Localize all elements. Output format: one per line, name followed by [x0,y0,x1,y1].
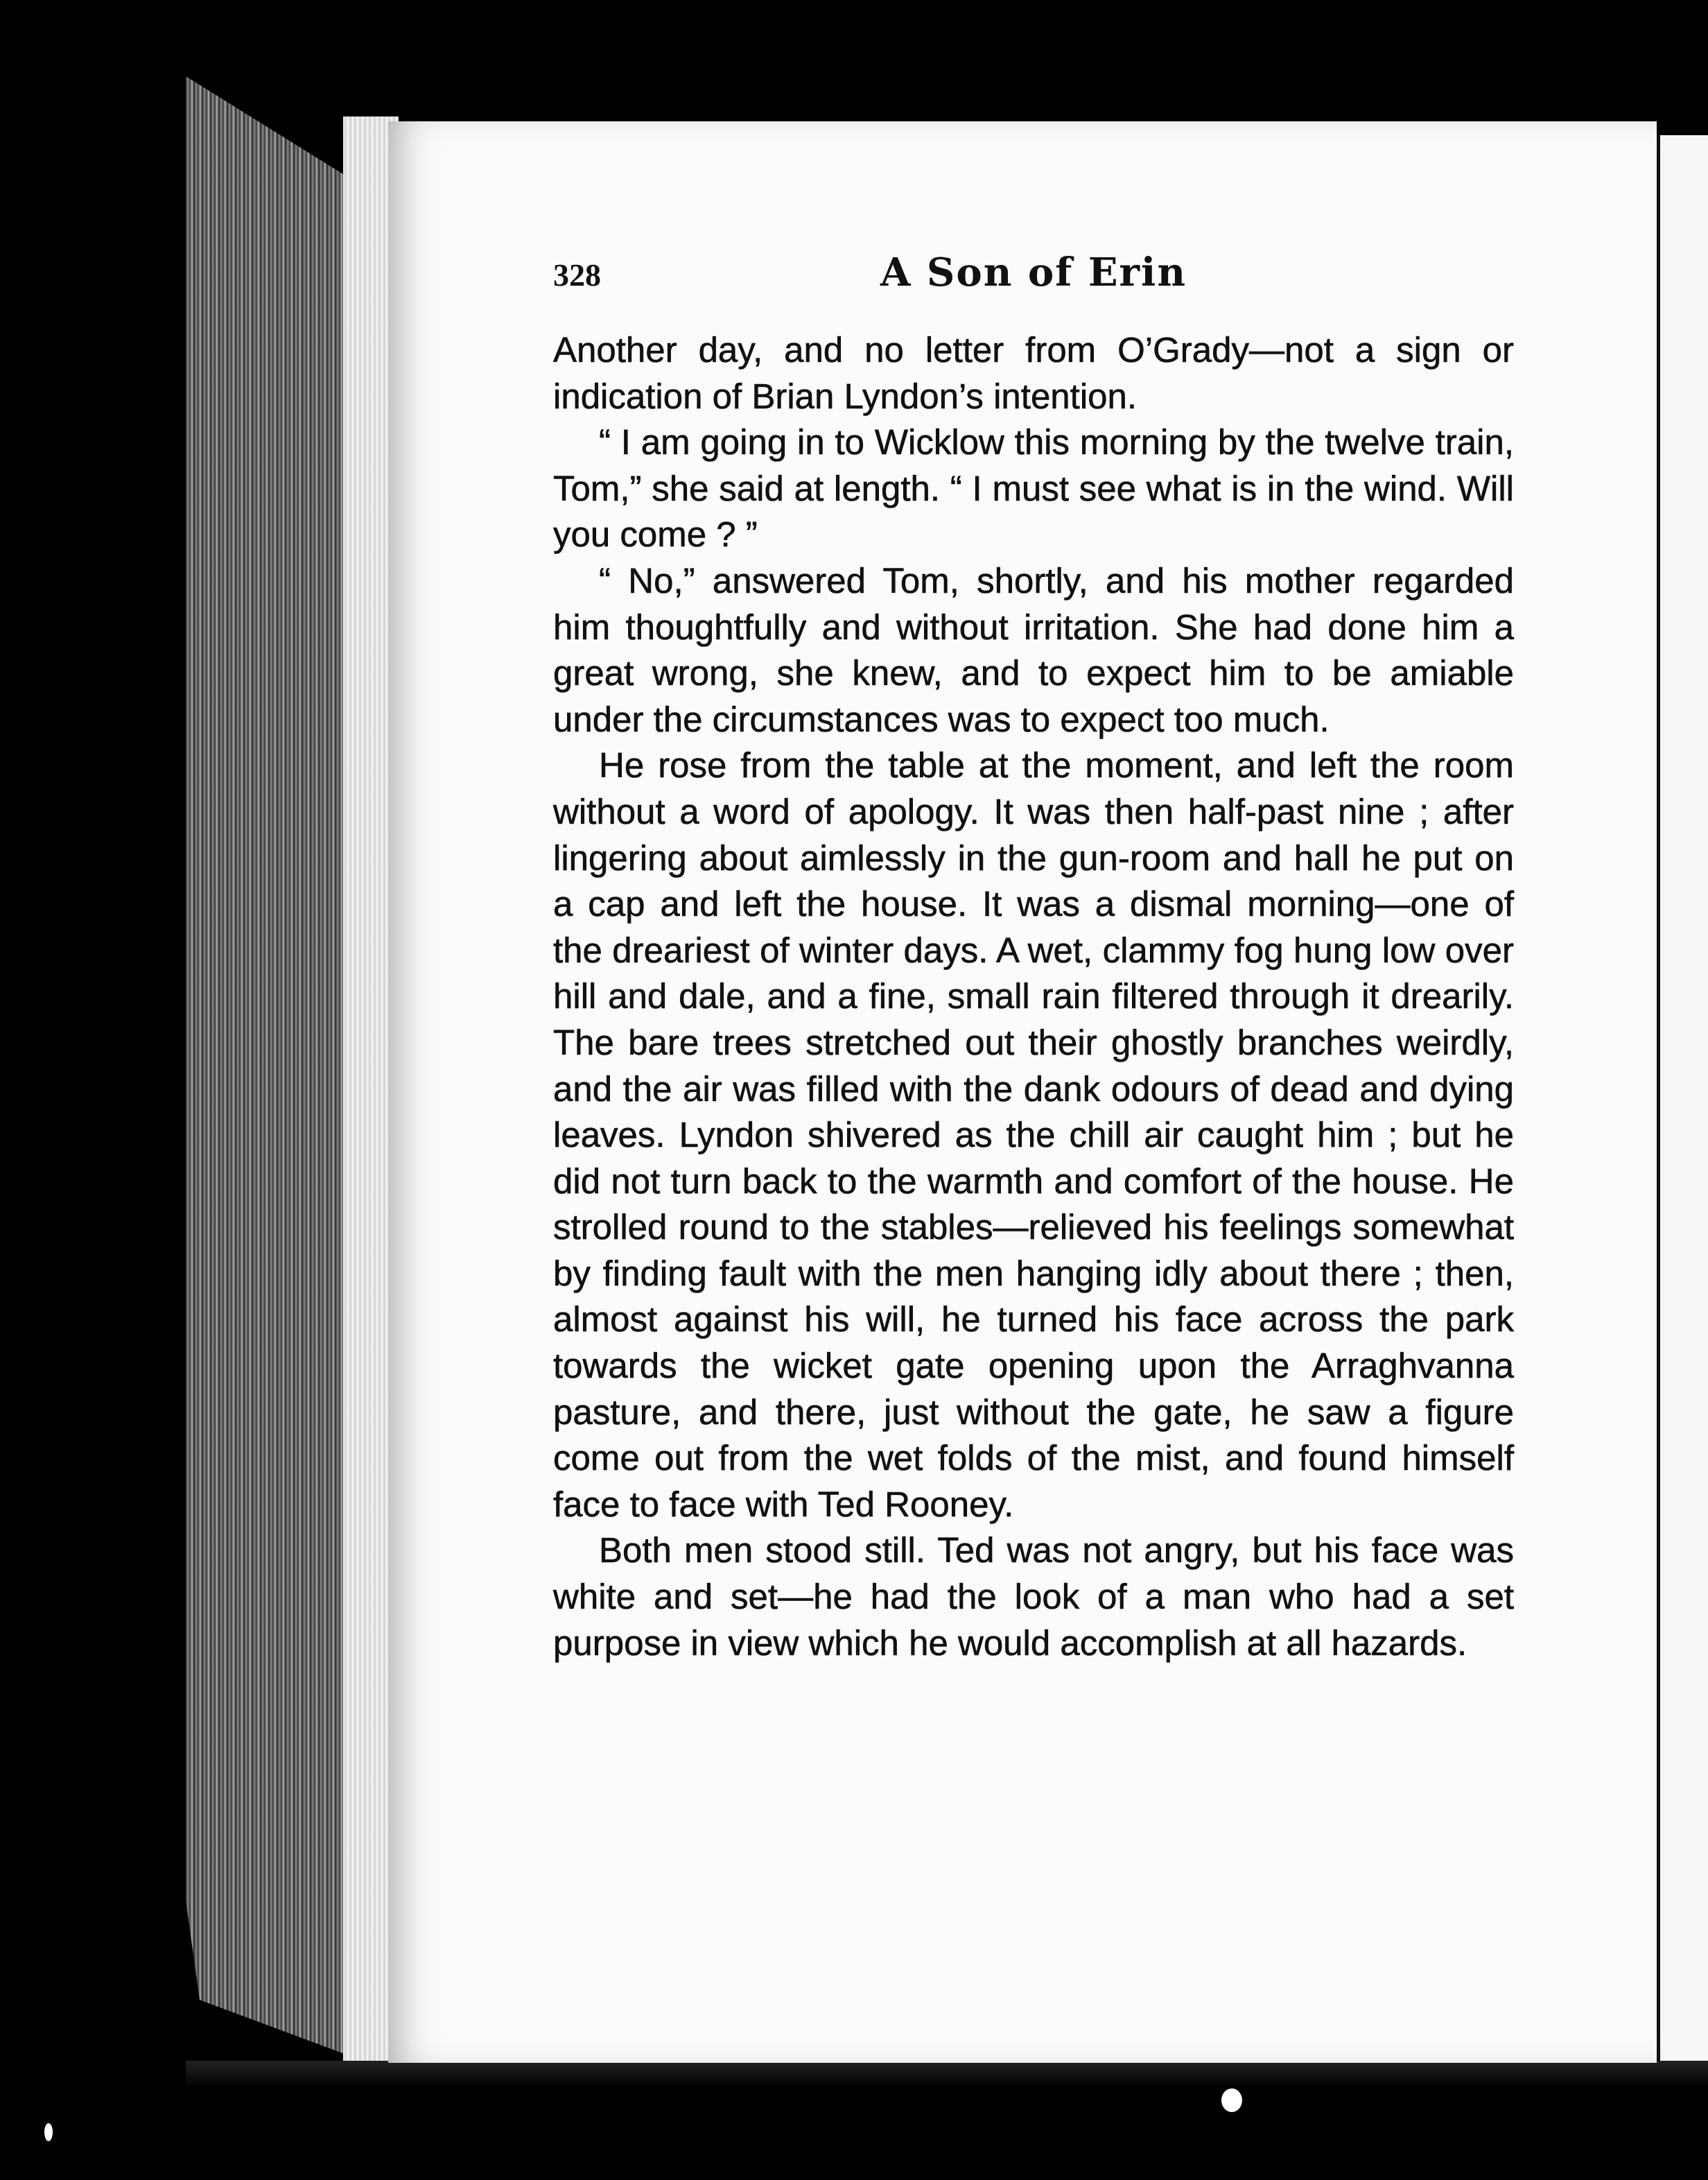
scan-speck [1221,2088,1242,2112]
book-fore-edge [186,76,359,2059]
paragraph: Both men stood still. Ted was not angry, but his face was white and set—he had the look of a man who had a set purpose in view which he would accomplish at all hazards. [553,1530,1514,1663]
paragraph: “ No,” answered Tom, shortly, and his mother regarded him thoughtfully and without irritation. She had done him a great wrong, she knew, and to expect him to be amiable under the circumstances was to expect too much. [553,560,1514,739]
page-number: 328 [553,257,601,293]
scan-speck [44,2123,53,2141]
facing-page-edge [1653,135,1708,2077]
paragraph: He rose from the table at the moment, and left the room without a word of apology. It was then half-past nine ; after lingering about aimlessly in the gun-room and hall he put on a cap and left the house. It was a dismal morning—one of the dreariest of winter days. A wet, clammy fog hung low over hill and dale, and a fine, small rain filtered through it drearily. The bare trees stretched out their ghostly branches weirdly, and the air was filled with the dank odours of dead and dying leaves. Lyndon shivered as the chill air caught him ; but he did not turn back to the warmth and comfort of the house. He strolled round to the stables—relieved his feelings somewhat by finding fault with the men hanging idly about there ; then, almost against his will, he turned his face across the park towards the wicket gate opening upon the Arraghvanna pasture, and there, just without the gate, he saw a figure come out from the wet folds of the mist, and found himself face to face with Ted Rooney. [553,745,1514,1524]
running-title: A Son of Erin [880,250,1187,295]
page-header [553,250,1514,305]
book-bottom-edge [186,2061,1708,2088]
paragraph: Another day, and no letter from O’Grady—not a sign or indication of Brian Lyndon’s intention. [553,330,1514,416]
page-body [553,327,1514,1666]
paragraph: “ I am going in to Wicklow this morning by the twelve train, Tom,” she said at length. “ I must see what is in the wind. Will you come ? ” [553,422,1514,555]
